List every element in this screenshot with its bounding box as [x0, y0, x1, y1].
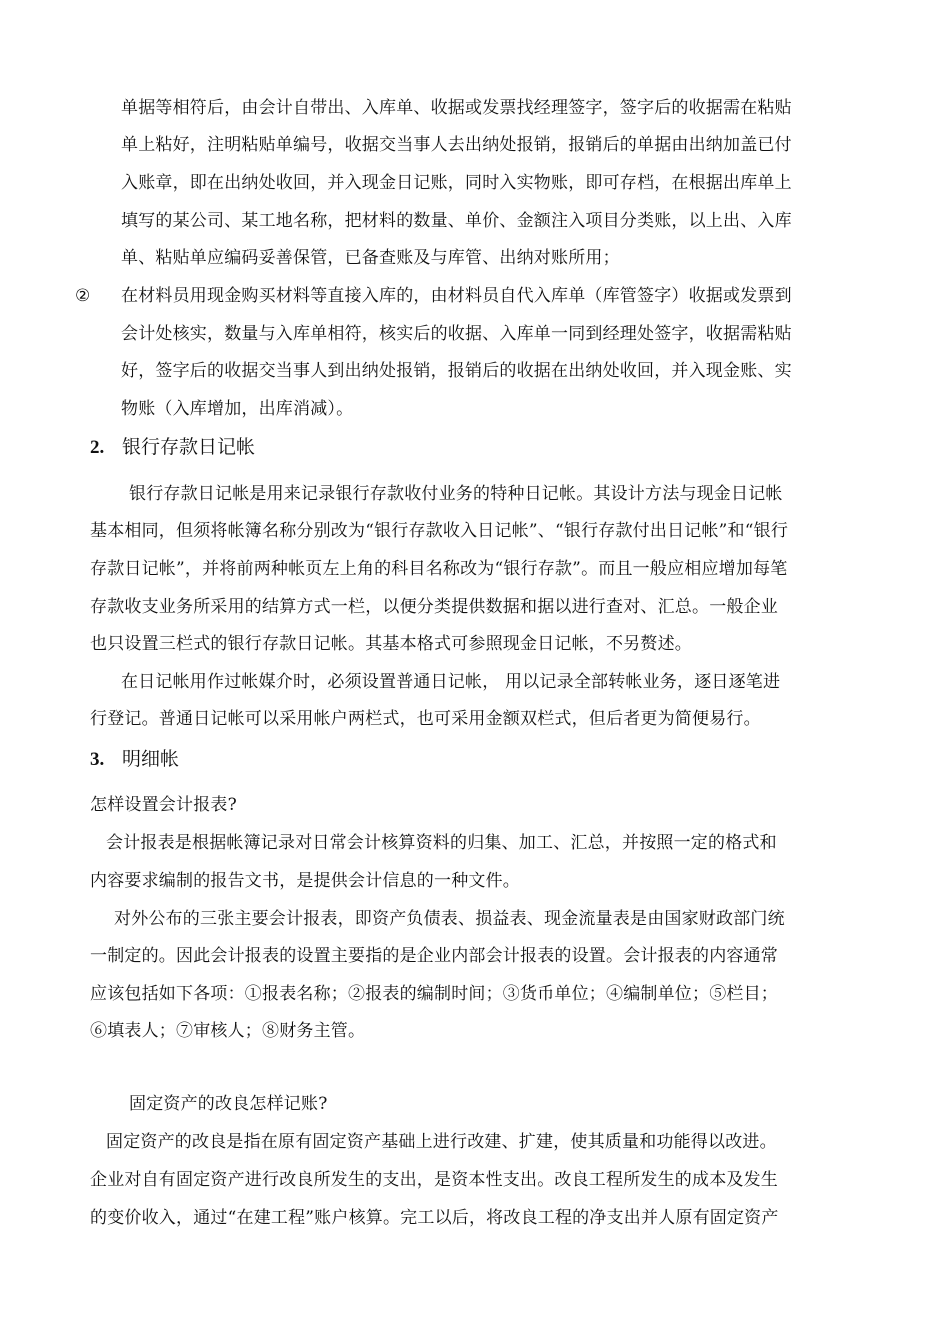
text-line: 填写的某公司、某工地名称，把材料的数量、单价、金额注入项目分类账，以上出、入库: [121, 211, 792, 231]
text-line: 好，签字后的收据交当事人到出纳处报销，报销后的收据在出纳处收回，并入现金账、实: [121, 361, 792, 381]
text-line: 固定资产的改良是指在原有固定资产基础上进行改建、扩建，使其质量和功能得以改进。: [106, 1132, 777, 1152]
section-number: 3.: [90, 749, 105, 770]
text-line: 单上粘好，注明粘贴单编号，收据交当事人去出纳处报销，报销后的单据由出纳加盖已付: [121, 135, 792, 155]
text-line: 存款收支业务所采用的结算方式一栏，以便分类提供数据和据以进行查对、汇总。一般企业: [90, 597, 778, 617]
text-line: 物账（入库增加，出库消减）。: [121, 399, 354, 419]
text-line: 在材料员用现金购买材料等直接入库的，由材料员自代入库单（库管签字）收据或发票到: [121, 286, 792, 306]
list-marker: ②: [75, 286, 91, 306]
text-line: ⑥填表人；⑦审核人；⑧财务主管。: [90, 1021, 366, 1041]
text-line: 企业对自有固定资产进行改良所发生的支出，是资本性支出。改良工程所发生的成本及发生: [90, 1170, 778, 1190]
text-line: 入账章，即在出纳处收回，并入现金日记账，同时入实物账，即可存档，在根据出库单上: [121, 173, 792, 193]
section-heading-detail-ledger: [90, 746, 179, 773]
section-title: 银行存款日记帐: [122, 436, 256, 458]
question-heading: 固定资产的改良怎样记账?: [129, 1094, 328, 1114]
text-line: 一制定的。因此会计报表的设置主要指的是企业内部会计报表的设置。会计报表的内容通常: [90, 946, 778, 966]
text-line: 单据等相符后，由会计自带出、入库单、收据或发票找经理签字，签字后的收据需在粘贴: [121, 98, 792, 118]
text-line: 基本相同，但须将帐簿名称分别改为“银行存款收入日记帐”、“银行存款付出日记帐”和“银行: [90, 521, 789, 541]
text-line: 会计处核实，数量与入库单相符，核实后的收据、入库单一同到经理处签字，收据需粘贴: [121, 324, 792, 344]
text-line: 应该包括如下各项：①报表名称；②报表的编制时间；③货币单位；④编制单位；⑤栏目；: [90, 984, 778, 1004]
text-line: 行登记。普通日记帐可以采用帐户两栏式，也可采用金额双栏式，但后者更为简便易行。: [90, 709, 761, 729]
section-heading-bank-journal: [90, 434, 255, 461]
text-line: 的变价收入，通过“在建工程”账户核算。完工以后，将改良工程的净支出并人原有固定资产: [90, 1208, 779, 1228]
text-line: 存款日记帐”，并将前两种帐页左上角的科目名称改为“银行存款”。而且一般应相应增加每笔: [90, 559, 788, 579]
text-line: 会计报表是根据帐簿记录对日常会计核算资料的归集、加工、汇总，并按照一定的格式和: [106, 833, 777, 853]
question-heading: 怎样设置会计报表?: [90, 795, 237, 815]
text-line: 单、粘贴单应编码妥善保管，已备查账及与库管、出纳对账所用；: [121, 248, 620, 268]
text-line: 银行存款日记帐是用来记录银行存款收付业务的特种日记帐。其设计方法与现金日记帐: [129, 484, 783, 504]
text-line: 对外公布的三张主要会计报表，即资产负债表、损益表、现金流量表是由国家财政部门统: [114, 909, 785, 929]
text-line: 内容要求编制的报告文书，是提供会计信息的一种文件。: [90, 871, 520, 891]
section-number: 2.: [90, 437, 105, 458]
section-title: 明细帐: [122, 748, 180, 770]
text-line: 在日记帐用作过帐媒介时，必须设置普通日记帐， 用以记录全部转帐业务，逐日逐笔进: [121, 672, 781, 692]
text-line: 也只设置三栏式的银行存款日记帐。其基本格式可参照现金日记帐，不另赘述。: [90, 634, 692, 654]
